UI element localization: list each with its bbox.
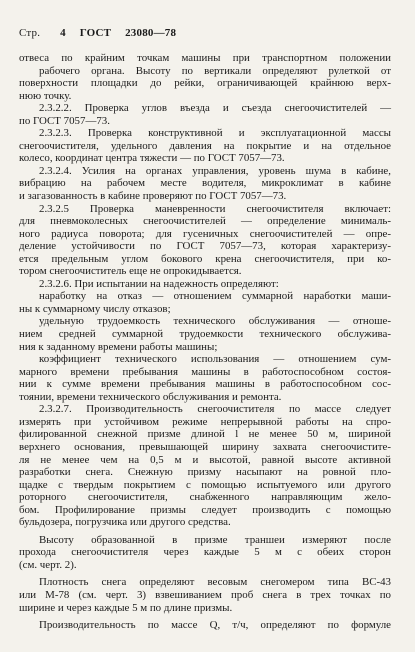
text-line: рабочего органа. Высоту по вертикали определяют рулеткой от: [39, 64, 391, 77]
text-line: ля не менее чем на 0,5 м и высотой, равной высоте активной: [19, 453, 391, 466]
standard-code: 23080—78: [125, 27, 177, 39]
text-line: 2.3.2.6. При испытании на надежность определяют:: [39, 277, 279, 290]
text-line: прохода снегоочистителя через каждые 5 м с обеих сторон: [19, 546, 391, 559]
text-line: ния к заданному времени работы машины;: [19, 340, 218, 353]
text-line: тоянии, времени технического обслуживания и ремонта.: [19, 390, 282, 403]
text-line: нием средней суммарной трудоемкости технического обслужива-: [19, 328, 391, 341]
text-line: бом. Профилирование призмы следует производить с помощью: [19, 503, 391, 516]
text-line: нюю точку.: [19, 89, 72, 102]
text-line: (см. черт. 2).: [19, 558, 77, 571]
text-line: тором снегоочиститель еще не опрокидывается.: [19, 265, 242, 278]
text-line: ширине и через каждые 5 м по длине призмы.: [19, 601, 233, 614]
text-line: удельную трудоемкость технического обслуживания — отноше-: [39, 315, 391, 328]
text-line: деление устойчивости по ГОСТ 7057—73, которая характеризу-: [19, 240, 391, 253]
text-line: роторного снегоочистителя, снабженного направляющим жело-: [19, 491, 391, 504]
text-line: по ГОСТ 7057—73.: [19, 114, 110, 127]
standard-label: ГОСТ: [79, 27, 112, 39]
text-line: щадке с твердым покрытием с помощью испытуемого или другого: [19, 478, 391, 491]
text-line: для пневмоколесных снегоочистителей — определение минималь-: [19, 215, 391, 228]
text-line: ется предельным углом бокового крена снегоочистителя, при ко-: [19, 252, 391, 265]
text-line: или М-78 (см. черт. 3) взвешиванием проб снега в трех точках по: [19, 588, 391, 601]
text-line: отвеса по крайним точкам машины при транспортном положении: [19, 52, 391, 64]
text-line: Высоту образованной в призме траншеи измеряют после: [39, 533, 391, 546]
text-line: марного времени пребывания машины в работоспособном состоя-: [19, 365, 391, 378]
text-line: поверхности площадки до рейки, ограничивающей крайнюю верх-: [19, 77, 391, 90]
text-line: нии к сумме времени пребывания машины в работоспособном сос-: [19, 378, 391, 391]
text-line: колесо, координат центра тяжести — по ГОСТ 7057—73.: [19, 152, 285, 165]
text-line: вибрацию на рабочем месте водителя, микроклимат в кабине: [19, 177, 391, 190]
text-line: 2.3.2.4. Усилия на органах управления, уровень шума в кабине,: [39, 164, 391, 177]
text-line: и загазованность в кабине проверяют по ГОСТ 7057—73.: [19, 190, 287, 203]
page-number: 4: [60, 27, 66, 39]
text-line: Плотность снега определяют весовым снегомером типа ВС-43: [39, 576, 391, 589]
text-line: бульдозера, погрузчика или другого средства.: [19, 516, 231, 529]
text-line: 2.3.2.2. Проверка углов въезда и съезда снегоочистителей —: [39, 102, 391, 115]
text-line: коэффициент технического использования — отношением сум-: [39, 353, 391, 366]
page-prefix: Стр.: [19, 27, 41, 39]
text-line: разработки снега. Снежную призму насыпают на ровной пло-: [19, 466, 391, 479]
text-line: снегоочистителя, удельного давления на покрытие и на отдельное: [19, 139, 391, 152]
document-body: [19, 52, 391, 632]
page-header: [19, 27, 176, 39]
text-line: измерять при устойчивом режиме непрерывной работы на спро-: [19, 415, 391, 428]
text-line: Производительность по массе Q, т/ч, определяют по формуле: [39, 619, 391, 632]
text-line: 2.3.2.7. Производительность снегоочистителя по массе следует: [39, 403, 391, 416]
text-line: верхнего основания, превышающей ширину захвата снегоочистите-: [19, 440, 391, 453]
text-line: 2.3.2.5 Проверка маневренности снегоочистителя включает:: [39, 202, 391, 215]
text-line: наработку на отказ — отношением суммарной наработки маши-: [39, 290, 391, 303]
text-line: ны к суммарному числу отказов;: [19, 302, 171, 315]
text-line: 2.3.2.3. Проверка конструктивной и эксплуатационной массы: [39, 127, 391, 140]
text-line: ного радиуса поворота; для гусеничных снегоочистителей — опре-: [19, 227, 391, 240]
text-line: филированной снежной призме длиной l не менее 50 м, шириной: [19, 428, 391, 441]
